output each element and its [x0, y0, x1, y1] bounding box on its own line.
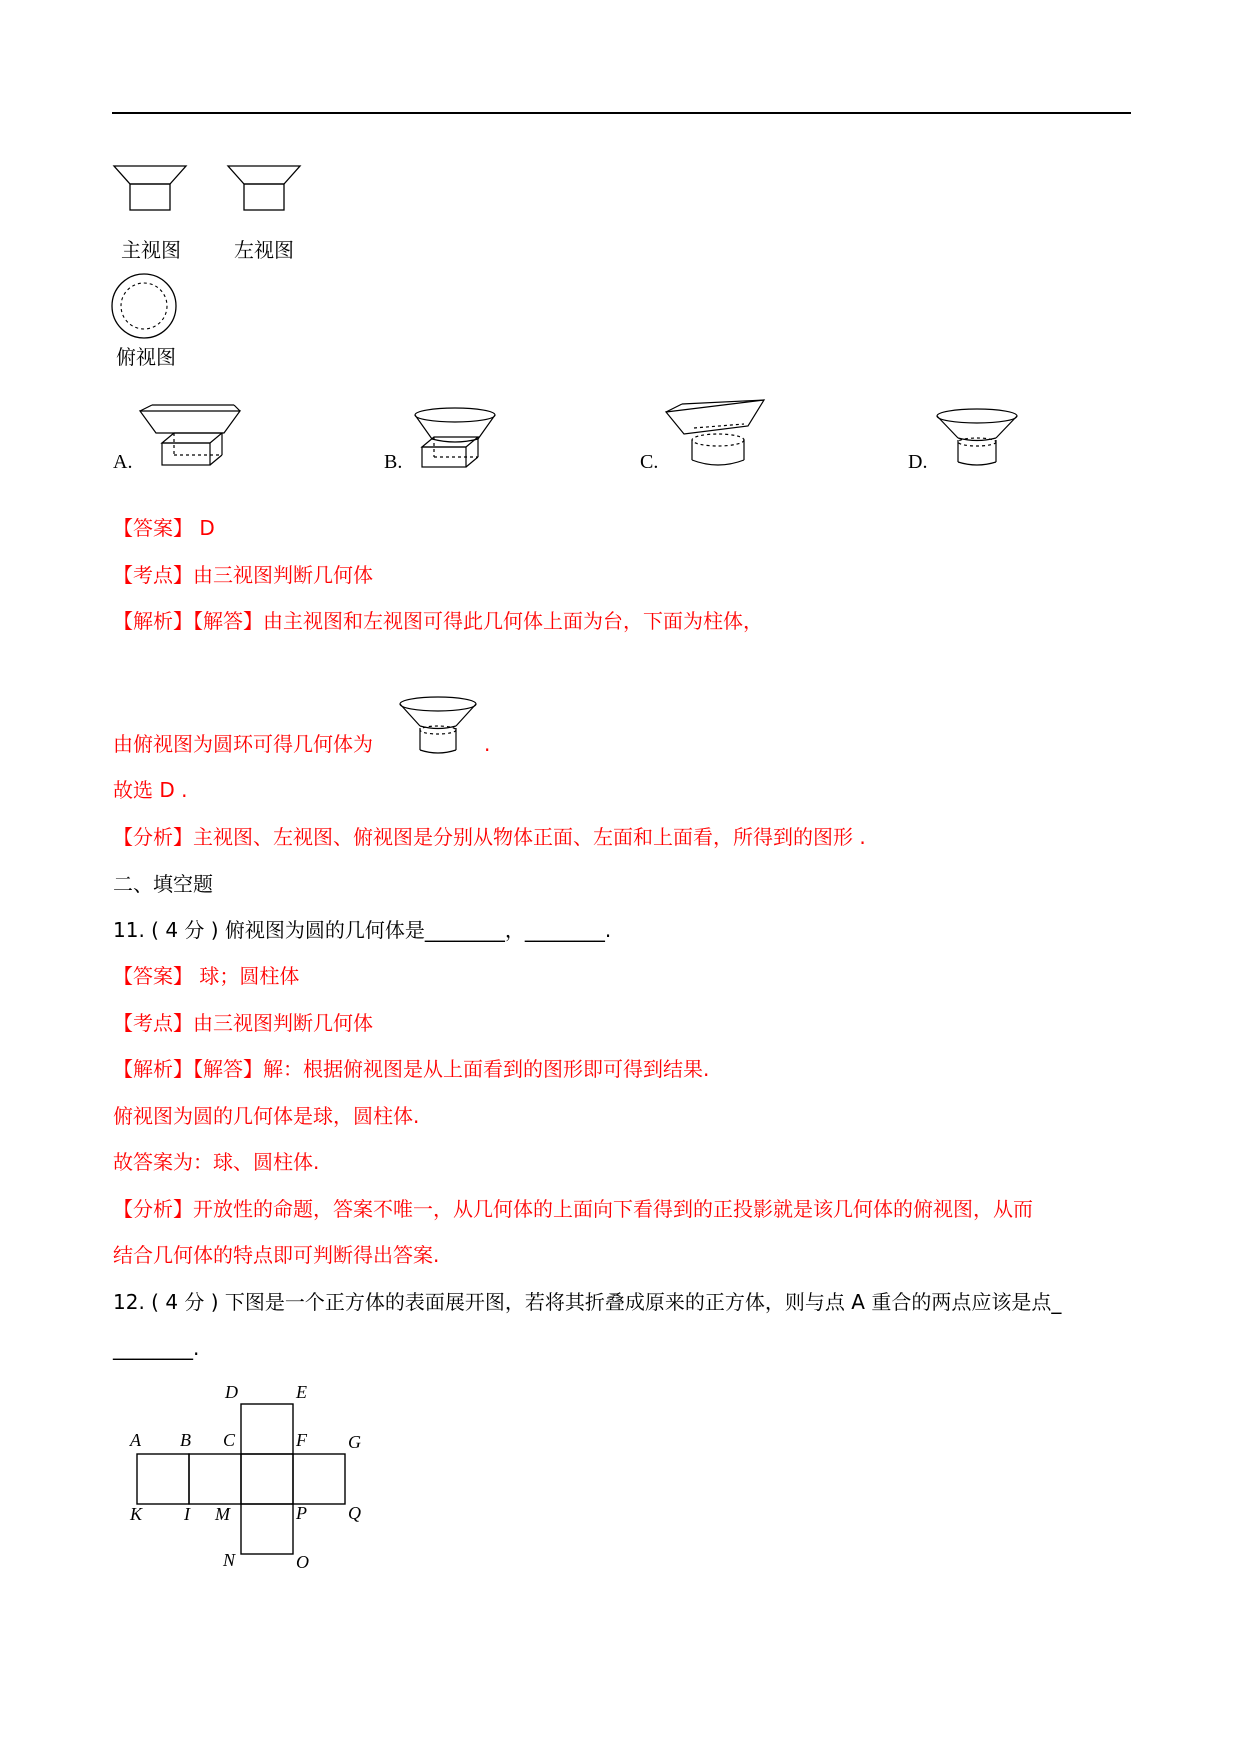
q12-question-cont: ________.: [113, 1336, 200, 1360]
option-a-figure: [138, 403, 244, 469]
net-label-o: O: [296, 1552, 309, 1572]
q11-analysis-2: 俯视图为圆的几何体是球，圆柱体.: [113, 1104, 420, 1128]
net-label-f: F: [296, 1430, 307, 1450]
option-a-letter: A.: [113, 451, 133, 473]
header-rule: [112, 112, 1131, 114]
net-label-n: N: [223, 1550, 236, 1570]
net-label-c: C: [223, 1430, 236, 1450]
q11-analysis-3: 故答案为：球、圆柱体.: [113, 1150, 320, 1174]
q11-fenxi-1: 【分析】开放性的命题，答案不唯一，从几何体的上面向下看得到的正投影就是该几何体的俯视图，从而: [113, 1197, 1033, 1221]
q11-question: 11. ( 4 分 ) 俯视图为圆的几何体是________，________.: [113, 918, 612, 942]
q10-choose: 故选 D .: [113, 778, 188, 802]
q10-analysis-2: 由俯视图为圆环可得几何体为: [113, 732, 373, 756]
net-label-b: B: [180, 1430, 191, 1450]
q11-point: 【考点】由三视图判断几何体: [113, 1011, 373, 1035]
front-view-drawing: [110, 160, 190, 212]
q10-point: 【考点】由三视图判断几何体: [113, 563, 373, 587]
left-view-drawing: [224, 160, 304, 212]
net-label-k: K: [130, 1504, 143, 1524]
q10-inline-figure: [396, 694, 480, 758]
net-label-g: G: [348, 1432, 361, 1452]
front-view-label: 主视图: [121, 238, 181, 262]
q10-fenxi: 【分析】主视图、左视图、俯视图是分别从物体正面、左面和上面看，所得到的图形 .: [113, 825, 866, 849]
q10-answer: 【答案】 D: [113, 516, 215, 540]
net-label-i: I: [184, 1504, 190, 1524]
net-label-p: P: [296, 1503, 307, 1523]
net-label-q: Q: [348, 1503, 361, 1523]
net-label-d: D: [225, 1382, 238, 1402]
option-c-letter: C.: [640, 451, 659, 473]
cube-net-figure: [120, 1378, 380, 1574]
q10-analysis-1: 【解析】【解答】由主视图和左视图可得此几何体上面为台，下面为柱体，: [113, 609, 763, 633]
option-d-letter: D.: [908, 451, 928, 473]
option-d-figure: [932, 406, 1022, 472]
q11-analysis-1: 【解析】【解答】解：根据俯视图是从上面看到的图形即可得到结果.: [113, 1057, 710, 1081]
left-view-label: 左视图: [234, 238, 294, 262]
q11-fenxi-2: 结合几何体的特点即可判断得出答案.: [113, 1243, 440, 1267]
q12-question: 12. ( 4 分 ) 下图是一个正方体的表面展开图，若将其折叠成原来的正方体，则与点 A 重合的两点应该是点_: [113, 1290, 1062, 1314]
q10-analysis-2-end: .: [484, 732, 491, 756]
option-b-letter: B.: [384, 451, 403, 473]
q11-answer: 【答案】 球；圆柱体: [113, 964, 300, 988]
option-b-figure: [410, 405, 500, 471]
top-view-label: 俯视图: [116, 345, 176, 369]
net-label-a: A: [130, 1430, 141, 1450]
net-label-m: M: [215, 1504, 230, 1524]
top-view-drawing: [110, 272, 180, 342]
option-c-figure: [664, 398, 772, 470]
net-label-e: E: [296, 1382, 307, 1402]
section-title: 二、填空题: [113, 872, 213, 896]
